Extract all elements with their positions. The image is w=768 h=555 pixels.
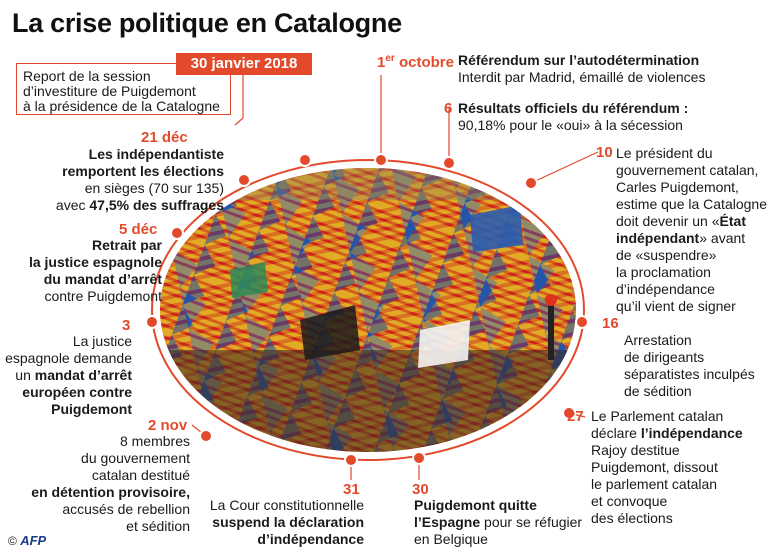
copyright-symbol: ©: [8, 534, 17, 548]
event-oct1-sub: Interdit par Madrid, émaillé de violences: [458, 69, 706, 85]
event-oct16-l2: de dirigeants: [624, 349, 705, 365]
event-oct10: [616, 145, 767, 315]
jan30-badge: 30 janvier 2018: [176, 53, 312, 75]
event-oct31: [210, 497, 364, 548]
event-oct6-head: Résultats officiels du référendum :: [458, 100, 689, 116]
event-nov2-l4: en détention provisoire,: [31, 484, 190, 500]
event-oct27-l3: Rajoy destitue: [591, 442, 680, 458]
event-dec21-l4a: avec: [55, 197, 90, 213]
event-dec21-l3: en sièges (70 sur 135): [84, 180, 224, 196]
event-oct16-l3: séparatistes inculpés: [624, 366, 755, 382]
marker-oct1: [375, 154, 387, 166]
jan30-line-2: d’investiture de Puigdemont: [23, 83, 196, 99]
event-nov3-l3: [5, 367, 132, 384]
marker-dec21: [238, 174, 250, 186]
page-title: La crise politique en Catalogne: [12, 8, 402, 38]
event-nov3-l1: La justice: [72, 333, 132, 349]
event-oct31-l3: d’indépendance: [257, 531, 364, 547]
date-oct6: 6: [444, 100, 453, 117]
marker-jan30: [299, 154, 311, 166]
date-oct1: [377, 50, 454, 71]
event-dec21-l1: Les indépendantiste: [88, 146, 224, 162]
date-oct31: 31: [343, 481, 360, 498]
event-oct10-l1: Le président du: [616, 145, 713, 161]
event-nov3-l3b: mandat d’arrêt: [34, 367, 132, 383]
event-dec21-l4: [56, 197, 224, 214]
event-nov2: [31, 433, 190, 535]
event-oct27-l6: et convoque: [591, 493, 668, 509]
marker-oct31: [345, 454, 357, 466]
event-nov2-l2: du gouvernement: [81, 450, 190, 466]
event-oct27-l4: Puigdemont, dissout: [591, 459, 718, 475]
marker-oct10: [525, 177, 537, 189]
event-dec5-l2: la justice espagnole: [28, 254, 162, 270]
marker-oct16: [576, 316, 588, 328]
date-oct16: 16: [602, 315, 619, 332]
event-oct6: [458, 100, 688, 134]
event-oct30-l3: en Belgique: [414, 531, 488, 547]
event-dec5-l4: contre Puigdemont: [44, 288, 162, 304]
event-oct10-l5a: doit devenir un «: [616, 213, 720, 229]
event-oct6-sub: 90,18% pour le «oui» à la sécession: [458, 117, 683, 133]
event-oct16-l1: Arrestation: [624, 332, 692, 348]
event-nov2-l5: accusés de rebellion: [62, 501, 190, 517]
event-oct30-l2b: pour se réfugier: [480, 514, 583, 530]
event-oct10-l7: de «suspendre»: [616, 247, 717, 263]
event-nov3-l5: Puigdemont: [51, 401, 132, 417]
marker-oct6: [443, 157, 455, 169]
date-oct27: 27: [567, 408, 584, 425]
event-oct1-head: Référendum sur l’autodétermination: [458, 52, 700, 68]
date-dec5: 5 déc: [119, 221, 158, 238]
event-dec5-l1: Retrait par: [91, 237, 162, 253]
event-oct30: [414, 497, 582, 548]
event-oct31-l2: suspend la déclaration: [212, 514, 364, 530]
event-nov3: [5, 333, 132, 418]
event-oct27-l7: des élections: [591, 510, 673, 526]
event-oct27-l5: le parlement catalan: [591, 476, 718, 492]
event-oct10-l6a: indépendant: [616, 230, 700, 246]
date-oct1-sup: er: [385, 53, 395, 64]
event-nov2-l1: 8 membres: [119, 433, 190, 449]
event-nov2-l6: et sédition: [126, 518, 190, 534]
event-dec21-l2: remportent les élections: [62, 163, 224, 179]
event-oct10-l5: [616, 213, 767, 230]
event-oct1: [458, 52, 705, 86]
event-oct16-l4: de sédition: [624, 383, 692, 399]
event-oct27-l2a: déclare: [591, 425, 641, 441]
event-oct27-l2: [591, 425, 743, 442]
event-oct10-l5b: État: [719, 213, 746, 229]
event-oct10-l10: qu’il vient de signer: [616, 298, 736, 314]
marker-oct30: [413, 452, 425, 464]
event-oct16: [624, 332, 755, 400]
event-oct27-l2b: l’indépendance: [640, 425, 743, 441]
date-nov2: 2 nov: [148, 417, 188, 434]
event-oct31-l1: La Cour constitutionnelle: [209, 497, 364, 513]
date-oct30: 30: [412, 481, 429, 498]
event-oct27-l1: Le Parlement catalan: [591, 408, 724, 424]
event-dec5-l3: du mandat d’arrêt: [43, 271, 162, 287]
jan30-line-3: à la présidence de la Catalogne: [23, 98, 220, 114]
event-oct10-l6: [616, 230, 767, 247]
marker-nov2: [200, 430, 212, 442]
event-oct30-l2a: l’Espagne: [414, 514, 481, 530]
date-nov3: 3: [122, 317, 131, 334]
event-dec21: [56, 146, 224, 214]
date-oct1-day: 1: [377, 54, 386, 71]
event-nov3-l4: européen contre: [22, 384, 132, 400]
credit: [8, 533, 46, 548]
event-nov3-l3a: un: [15, 367, 35, 383]
event-nov2-l3: catalan destitué: [91, 467, 190, 483]
event-nov3-l2: espagnole demande: [5, 350, 132, 366]
marker-dec5: [171, 227, 183, 239]
marker-nov3: [146, 316, 158, 328]
event-oct10-l6b: » avant: [699, 230, 746, 246]
event-oct30-l2: [414, 514, 582, 531]
event-oct10-l8: la proclamation: [616, 264, 711, 280]
event-dec21-l4b: 47,5% des suffrages: [89, 197, 224, 213]
event-dec5: [29, 237, 162, 305]
date-dec21: 21 déc: [141, 129, 188, 146]
jan30-line-1: Report de la session: [23, 68, 151, 84]
event-oct27: [591, 408, 743, 527]
event-oct10-l4: estime que la Catalogne: [616, 196, 767, 212]
event-oct10-l3: Carles Puigdemont,: [616, 179, 739, 195]
event-oct30-l1: Puigdemont quitte: [414, 497, 537, 513]
date-oct10: 10: [596, 144, 613, 161]
afp-logo: AFP: [20, 533, 47, 548]
event-oct10-l9: d’indépendance: [616, 281, 715, 297]
date-oct1-month: octobre: [398, 54, 454, 71]
event-oct10-l2: gouvernement catalan,: [616, 162, 759, 178]
